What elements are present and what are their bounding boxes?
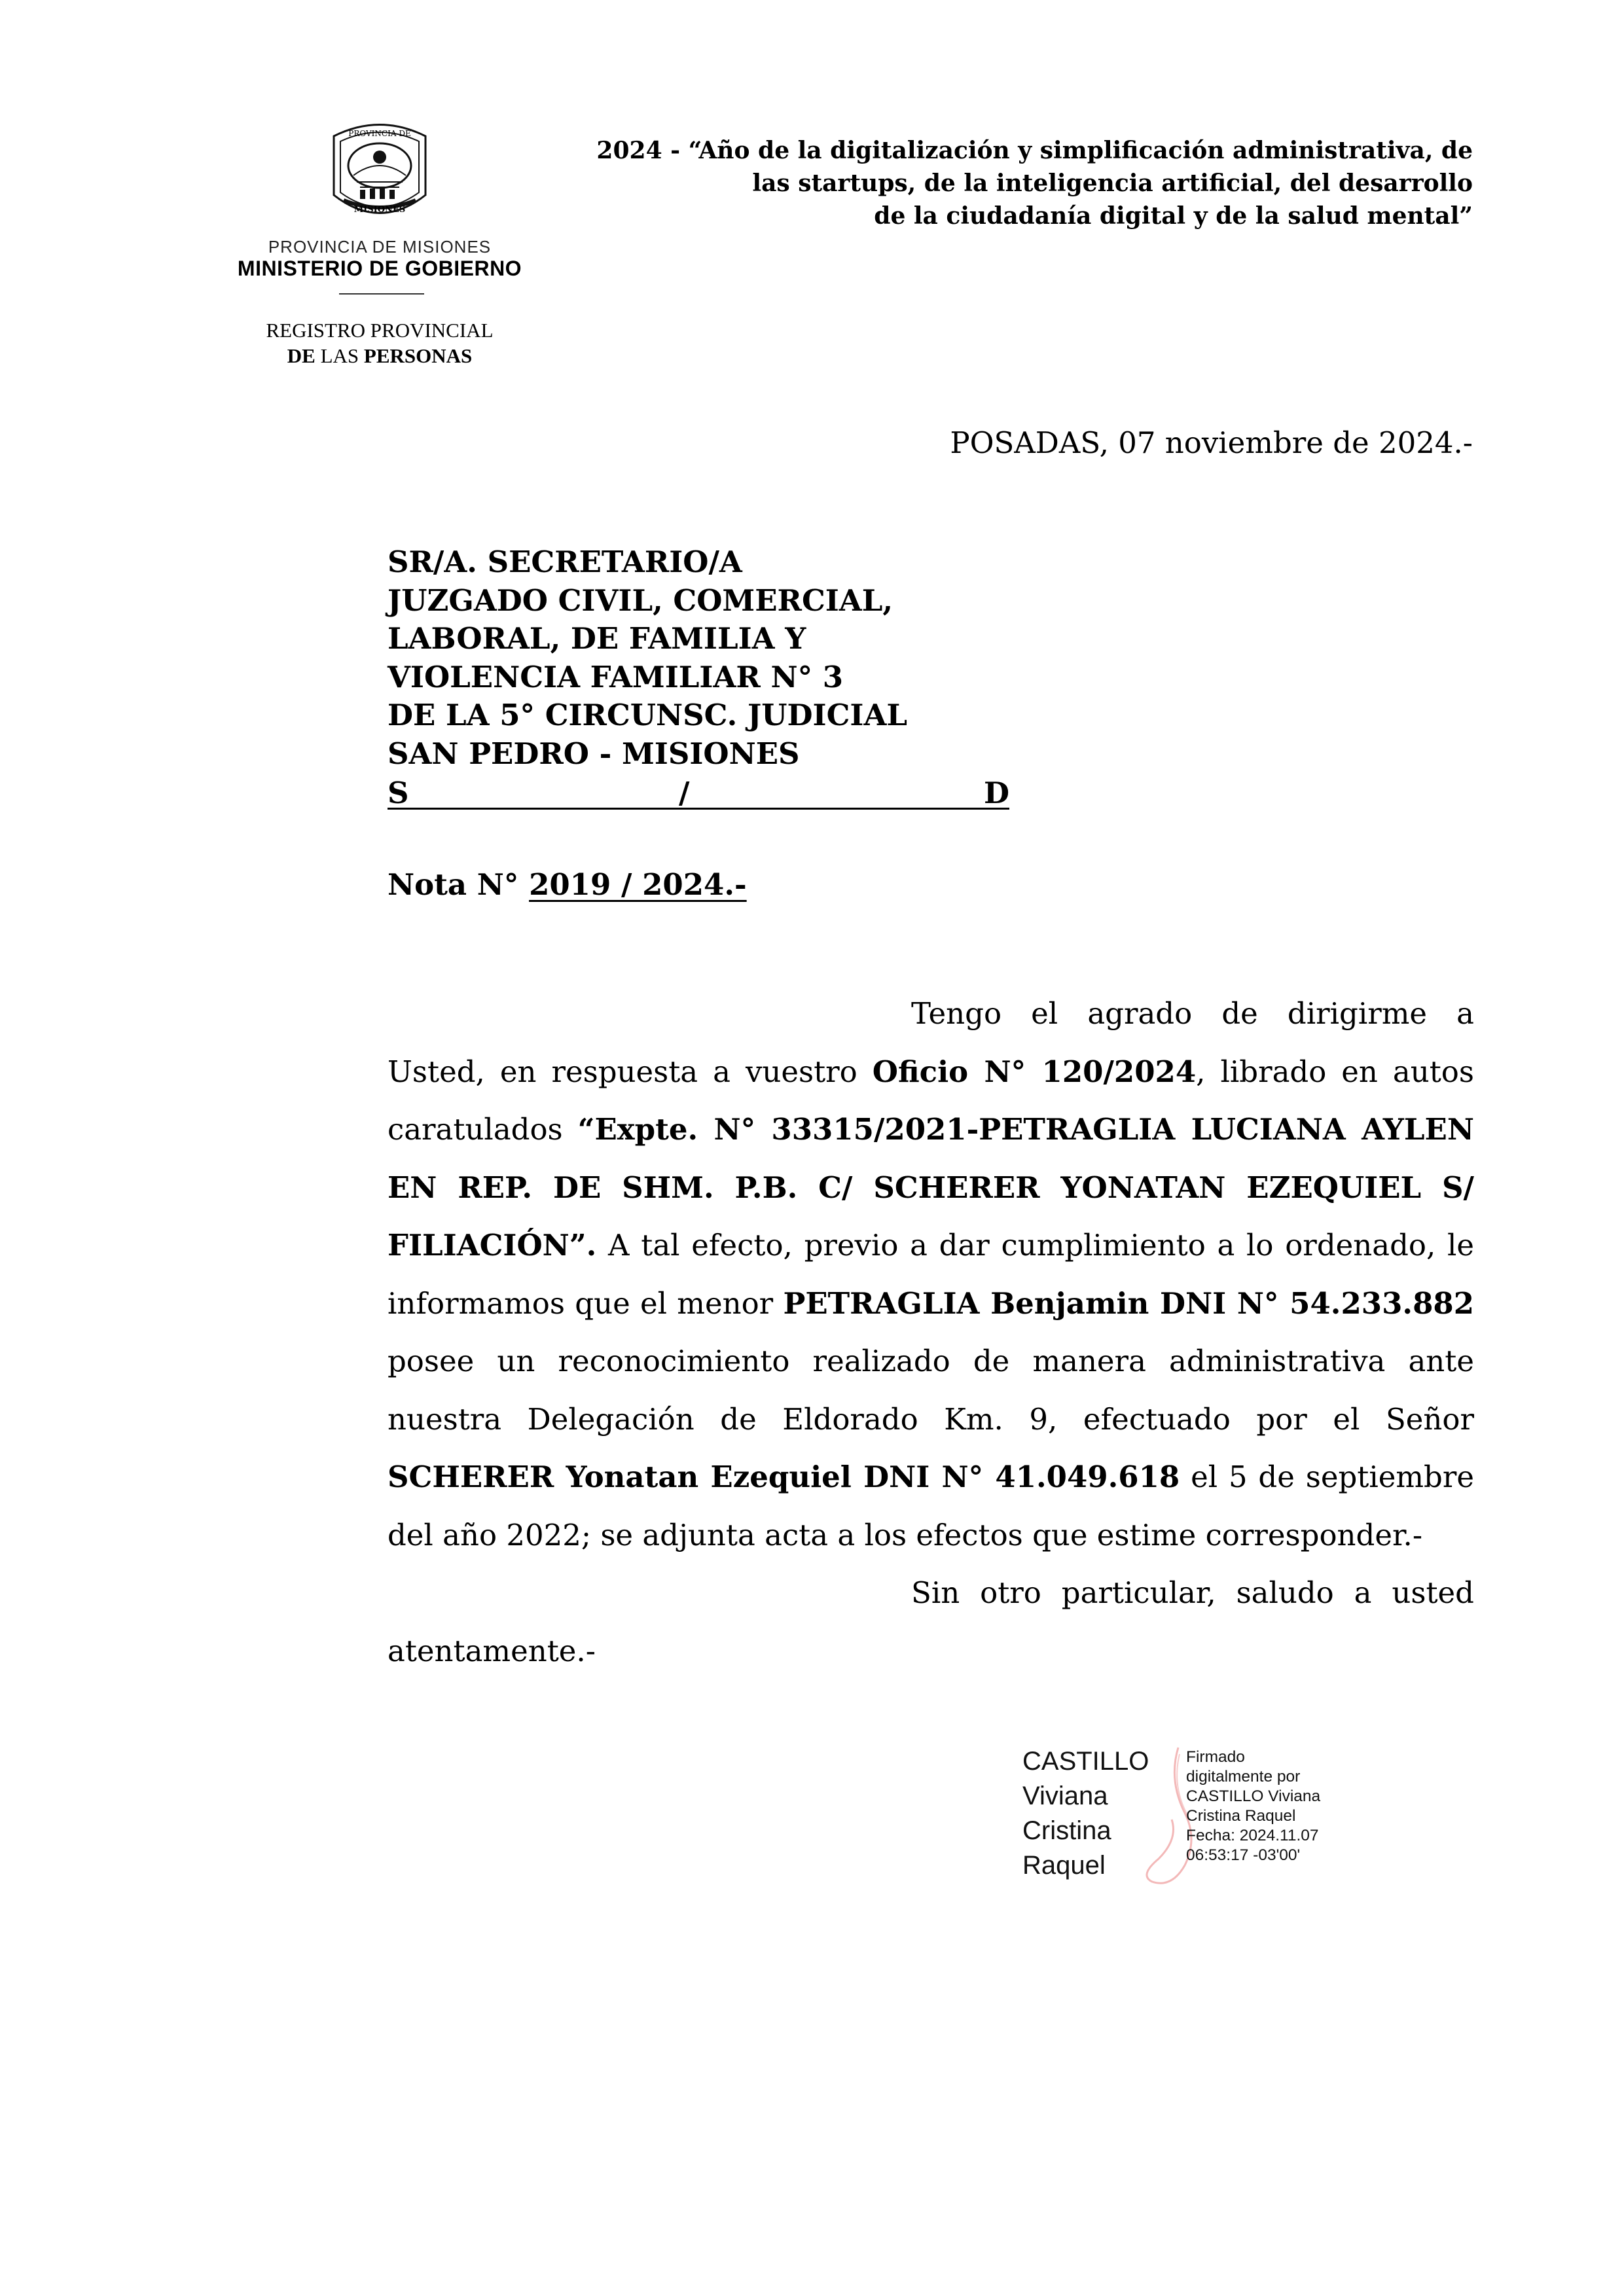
signature-info-line: 06:53:17 -03'00' (1186, 1846, 1301, 1864)
minor-identity: PETRAGLIA Benjamin DNI N° 54.233.882 (783, 1285, 1474, 1321)
oficio-reference: Oficio N° 120/2024 (872, 1054, 1197, 1089)
signer-name-line: Viviana (1022, 1782, 1108, 1810)
addressee-sd-line (388, 774, 1009, 812)
signature-info-line: Firmado (1186, 1748, 1245, 1766)
addressee-line: JUZGADO CIVIL, COMERCIAL, (388, 583, 893, 618)
registry-personas: PERSONAS (363, 344, 473, 367)
signature-info-line: Cristina Raquel (1186, 1807, 1296, 1825)
seal-text-top: PROVINCIA DE (348, 129, 411, 138)
body-text: A tal efecto, previo a dar cumplimiento a lo ordenado, le informamos que el menor (388, 1228, 1474, 1321)
signer-name-line: Raquel (1022, 1851, 1106, 1880)
body-text: Tengo el agrado de dirigirme a Usted, en respuesta a vuestro (388, 996, 1474, 1089)
letter-body (388, 985, 1474, 1680)
registry-de: DE (287, 344, 321, 367)
body-paragraph-2: Sin otro particular, saludo a usted atentamente.- (388, 1575, 1474, 1668)
sd-slash: / (679, 776, 690, 810)
addressee-line: DE LA 5° CIRCUNSC. JUDICIAL (388, 698, 908, 732)
addressee-line: SR/A. SECRETARIO/A (388, 545, 742, 579)
signature-info-line: CASTILLO Viviana (1186, 1787, 1321, 1805)
nota-number (388, 867, 1042, 902)
addressee-line: LABORAL, DE FAMILIA Y (388, 621, 806, 656)
addressee-line: VIOLENCIA FAMILIAR N° 3 (388, 659, 844, 694)
logo-province-text: PROVINCIA DE MISIONES (268, 237, 492, 257)
registry-las: LAS (320, 344, 364, 367)
logo-divider (339, 293, 424, 295)
body-text: el 5 de septiembre del año 2022; se adjunta acta a los efectos que estime corresponder.- (388, 1460, 1474, 1552)
motto-line: 2024 - “Año de la digitalización y simplificación administrativa, de (596, 137, 1473, 164)
provincial-seal-logo (321, 117, 439, 234)
place-date: POSADAS, 07 noviembre de 2024.- (950, 425, 1473, 460)
motto-line: de la ciudadanía digital y de la salud mental” (874, 202, 1473, 230)
sd-d: D (983, 776, 1009, 810)
registry-name-line2 (216, 344, 543, 368)
body-text: , librado en autos caratulados (388, 1054, 1474, 1147)
signature-info-line: Fecha: 2024.11.07 (1186, 1827, 1319, 1844)
sd-s: S (388, 776, 409, 810)
sd-underline (388, 808, 1009, 810)
signature-info-line: digitalmente por (1186, 1768, 1301, 1785)
nota-value: 2019 / 2024.- (529, 867, 747, 902)
nota-label: Nota N° (388, 867, 530, 902)
logo-ministry-text: MINISTERIO DE GOBIERNO (237, 257, 522, 280)
digital-signature-info (1186, 1748, 1396, 1865)
motto-line: las startups, de la inteligencia artificial, del desarrollo (752, 170, 1473, 197)
case-file-reference: “Expte. N° 33315/2021-PETRAGLIA LUCIANA AYLEN EN REP. DE SHM. P.B. C/ SCHERER YONATAN EZEQUIEL S/ FILIACIÓN”. (388, 1112, 1474, 1263)
seal-text-bottom: MISIONES (353, 205, 406, 215)
signer-name-line: CASTILLO (1022, 1747, 1149, 1776)
registry-name-line1: REGISTRO PROVINCIAL (266, 319, 494, 342)
addressee-line: SAN PEDRO - MISIONES (388, 736, 800, 771)
signer-name-line: Cristina (1022, 1816, 1111, 1845)
body-text: posee un reconocimiento realizado de manera administrativa ante nuestra Delegación de Eldorado Km. 9, efectuado por el Señor (388, 1344, 1474, 1437)
year-motto (497, 134, 1473, 232)
father-identity: SCHERER Yonatan Ezequiel DNI N° 41.049.618 (388, 1460, 1180, 1494)
addressee-block (388, 543, 1042, 773)
body-paragraph-1 (388, 985, 1474, 1564)
